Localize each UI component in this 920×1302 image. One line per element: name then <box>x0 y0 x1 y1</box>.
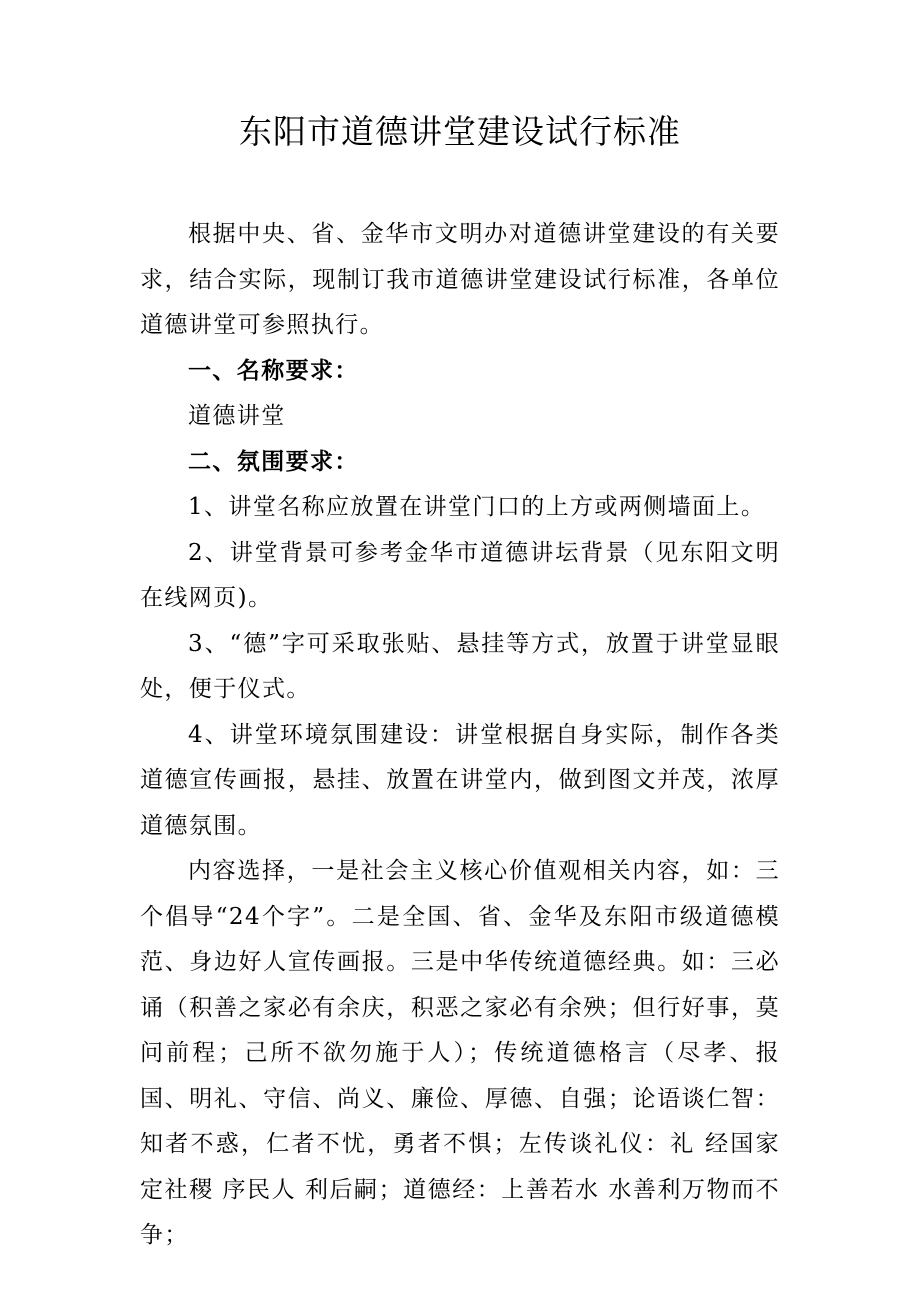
content-selection-paragraph: 内容选择，一是社会主义核心价值观相关内容，如：三个倡导“24个字”。二是全国、省、金华及东阳市级道德模范、身边好人宣传画报。三是中华传统道德经典。如：三必诵（积善之家必有余庆，积恶之家必有余殃；但行好事，莫问前程；己所不欲勿施于人）；传统道德格言（尽孝、报国、明礼、守信、尚义、廉俭、厚德、自强；论语谈仁智：知者不惑，仁者不忧，勇者不惧；左传谈礼仪：礼 经国家 定社稷 序民人 利后嗣；道德经：上善若水 水善利万物而不争； <box>140 858 780 1248</box>
atmosphere-item-1: 1、讲堂名称应放置在讲堂门口的上方或两侧墙面上。 <box>188 494 766 520</box>
document-body <box>140 212 780 1259</box>
atmosphere-item-2: 2、讲堂背景可参考金华市道德讲坛背景（见东阳文明在线网页)。 <box>140 539 780 611</box>
intro-paragraph: 根据中央、省、金华市文明办对道德讲堂建设的有关要求，结合实际，现制订我市道德讲堂建设试行标准，各单位道德讲堂可参照执行。 <box>140 221 780 338</box>
section-heading-name: 一、名称要求： <box>188 357 359 384</box>
document-title: 东阳市道德讲堂建设试行标准 <box>239 112 681 151</box>
atmosphere-item-4: 4、讲堂环境氛围建设：讲堂根据自身实际，制作各类道德宣传画报，悬挂、放置在讲堂内，做到图文并茂，浓厚道德氛围。 <box>140 721 780 839</box>
section-content-name: 道德讲堂 <box>188 403 286 429</box>
atmosphere-item-3: 3、“德”字可采取张贴、悬挂等方式，放置于讲堂显眼处，便于仪式。 <box>140 630 780 702</box>
section-heading-atmosphere: 二、氛围要求： <box>188 448 359 475</box>
